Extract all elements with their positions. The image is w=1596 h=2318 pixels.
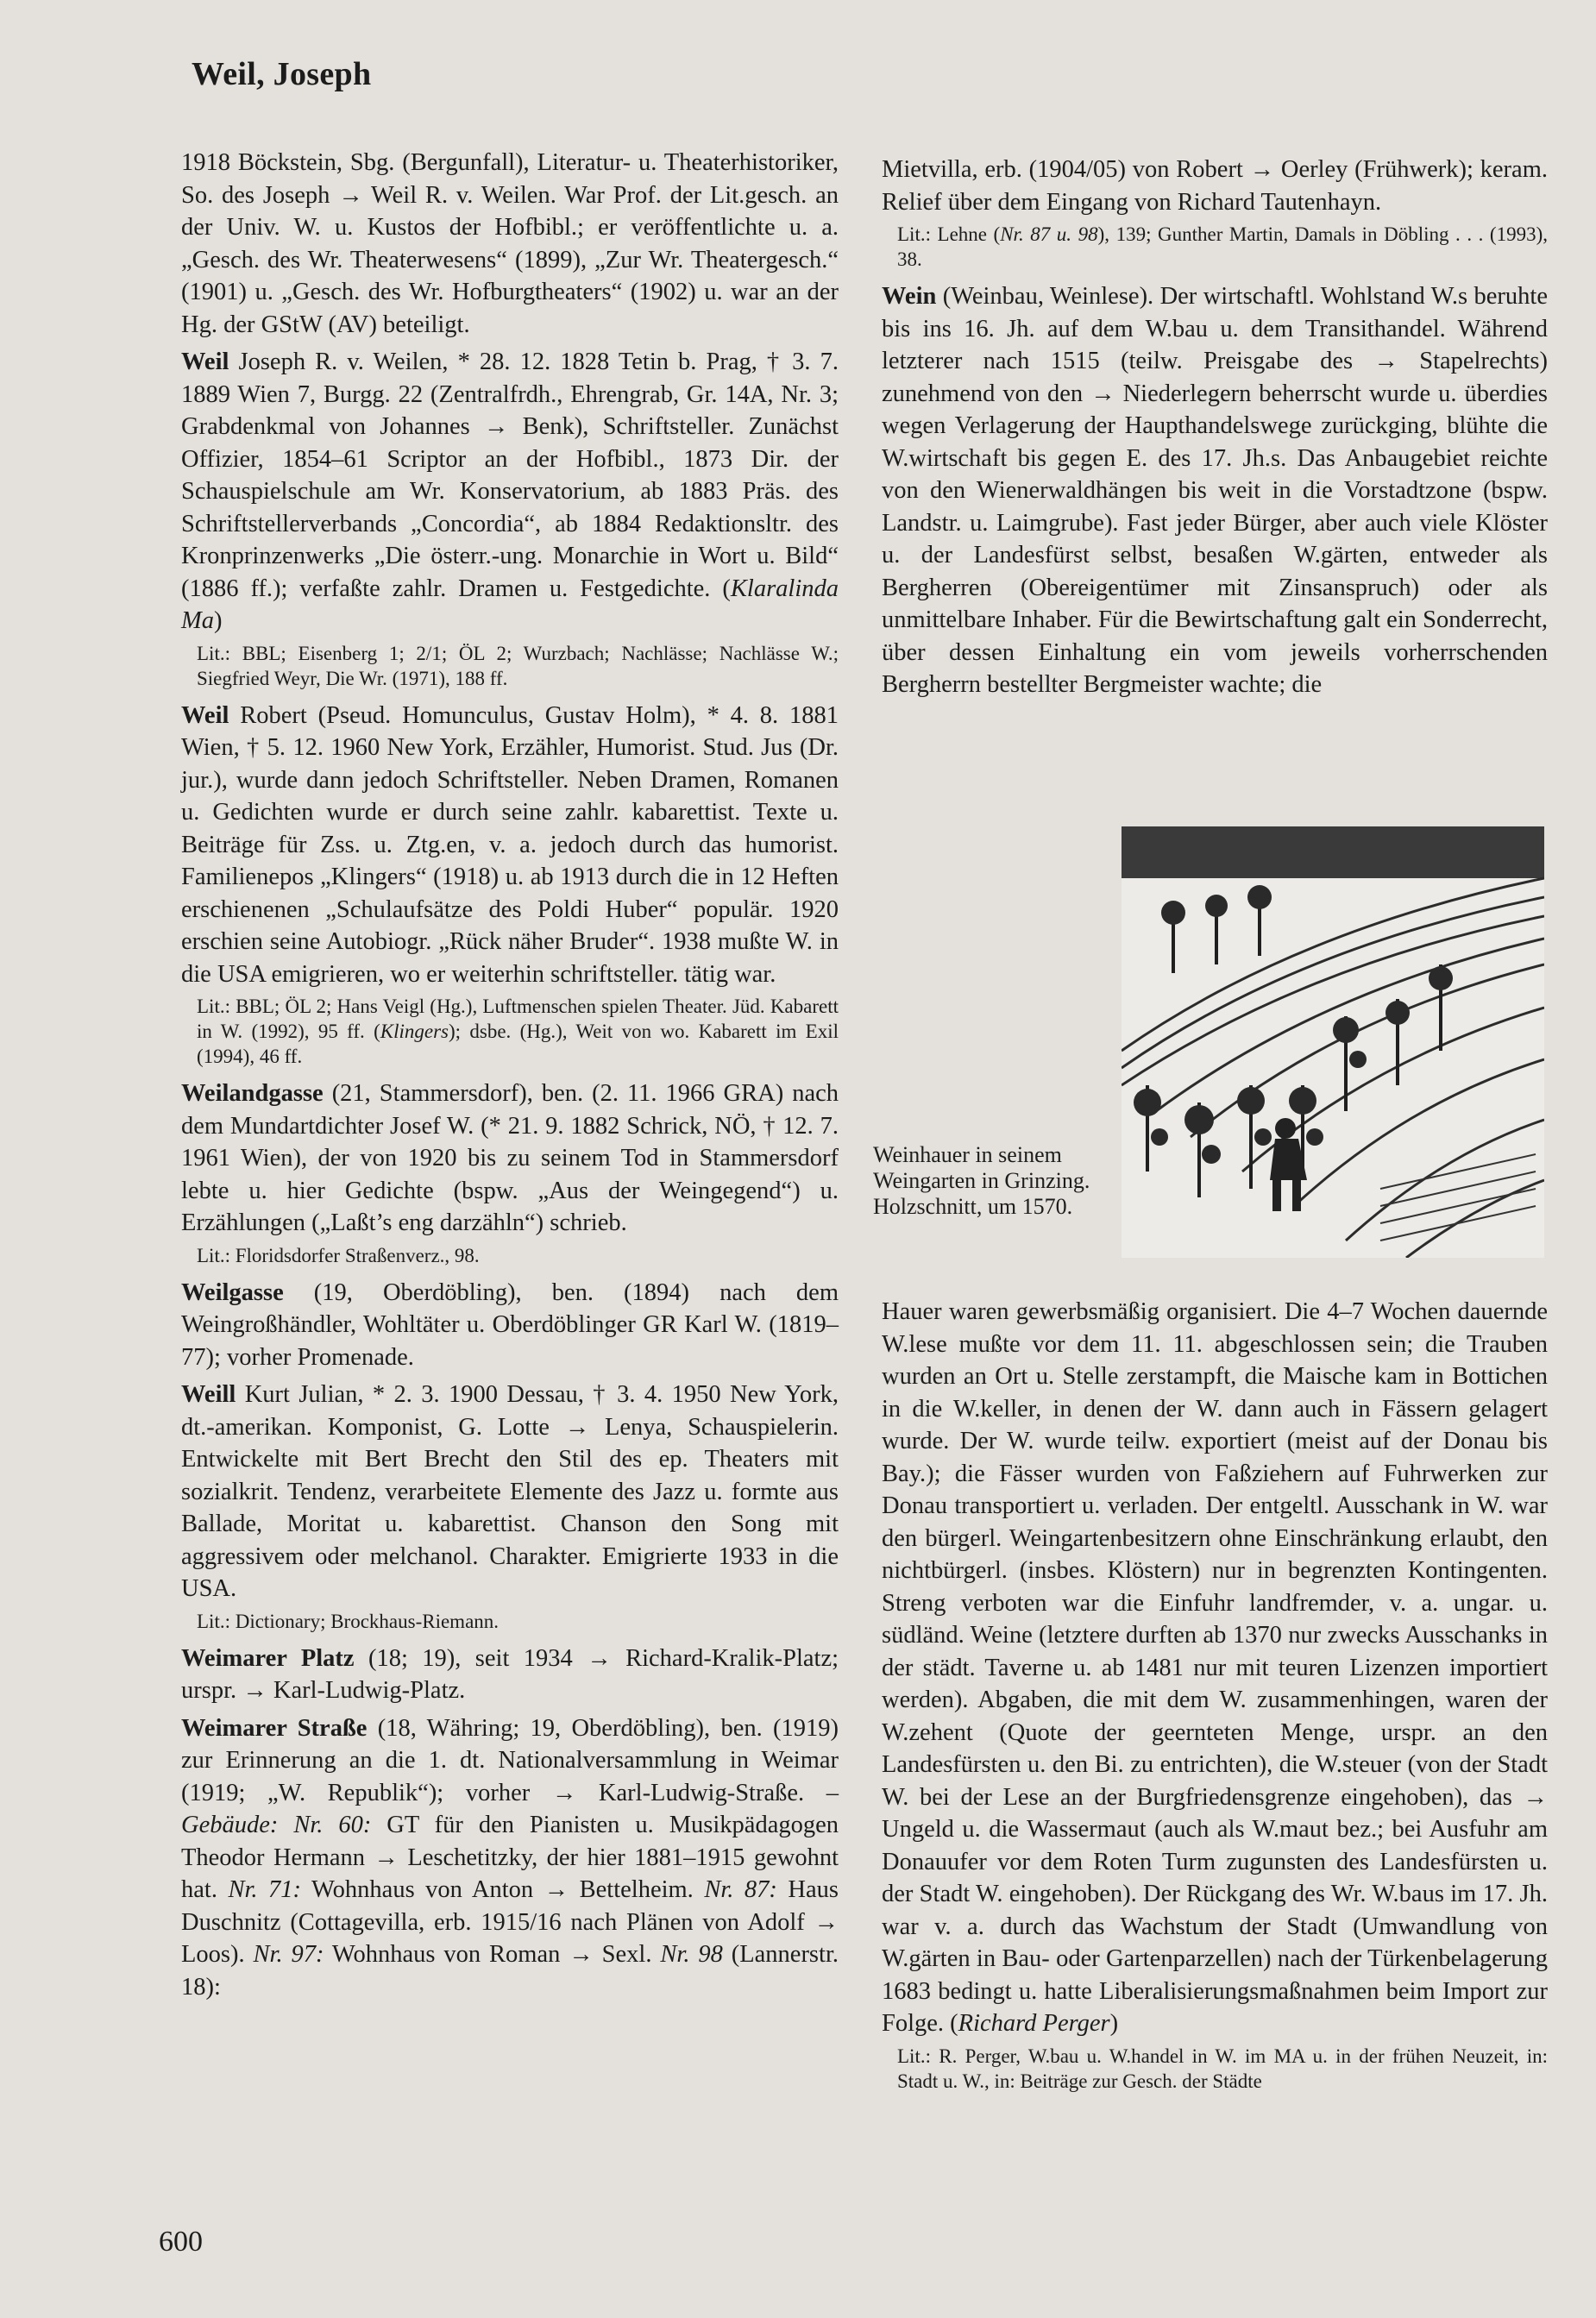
woodcut-illustration	[1122, 826, 1544, 1258]
entry-text: 1918 Böckstein, Sbg. (Bergunfall), Literatur- u. Theaterhistoriker, So. des Joseph → Weil R. v. Weilen. War Prof. der Lit.gesch. an der Univ. W. u. Kustos der Hofbibl.; er veröffentlichte u. a. „Gesch. des Wr. Theaterwesens“ (1899), „Zur Wr. Theatergesch.“ (1901) u. „Gesch. des Wr. Hofburgtheaters“ (1902) u. war an der Hg. der GStW (AV) beteiligt.	[181, 149, 839, 338]
entry-text: Joseph R. v. Weilen, * 28. 12. 1828 Tetin b. Prag, † 3. 7. 1889 Wien 7, Burgg. 22 (Zentralfrdh., Ehrengrab, Gr. 14A, Nr. 3; Grabdenkmal von Johannes → Benk), Schriftsteller. Zunächst Offizier, 1854–61 Scriptor an der Hofbibl., 1873 Dir. der Schauspielschule am Wr. Konservatorium, ab 1883 Präs. des Schriftstellerverbands „Concordia“, ab 1884 Redaktionsltr. des Kronprinzenwerks „Die österr.-ung. Monarchie in Wort u. Bild“ (1886 ff.); verfaßte zahlr. Dramen u. Festgedichte. (	[181, 349, 839, 602]
author-signature: Richard Perger	[958, 2010, 1110, 2037]
entry-text-close: )	[1109, 2010, 1119, 2037]
entry-text: Hauer waren gewerbsmäßig organisiert. Die 4–7 Wochen dauernde W.lese mußte vor dem 11. 11. abgeschlossen sein; die Trauben wurden an Ort u. Stelle zerstampft, die Maische kam in Bottichen in die W.keller, in denen der W. dann auch in Fässern gelagert wurde. Der W. wurde teilw. exportiert (meist auf der Donau bis Bay.); die Fässer wurden von Faßziehern auf Fuhrwerken zur Donau transportiert u. verladen. Der entgeltl. Ausschank in W. war den bürgerl. Weingartenbesitzern ohne Einschränkung erlaubt, den nichtbürgerl. (insbes. Klöstern) nur in begrenzten Kontingenten. Streng verboten war die Einfuhr landfremder, v. a. ungar. u. südländ. Weine (letztere durften ab 1370 nur zwecks Ausschanks in der städt. Taverne u. ab 1481 nur mit teuren Lizenzen importiert werden). Abgaben, die mit dem W. zusammenhingen, waren der W.zehent (Quote der geernteten Menge, urspr. an den Landesfürsten u. den Bi. zu entrichten), die W.steuer (von der Stadt W. bei der Lese an der Burgfriedensgrenze eingehoben), das → Ungeld u. die Wassermaut (auch als W.maut bez.; bei Ausfuhr am Donauufer vor dem Roten Turm zugunsten des Landesfürsten u. der Stadt W. eingehoben). Der Rückgang des Wr. W.baus im 17. Jh. war v. a. durch das Wachstum der Stadt (Umwandlung von W.gärten in Bau- oder Gartenparzellen) nach der Türkenbelagerung 1683 bedingt u. hatte Liberalisierungsmaßnahmen beim Import zur Folge. (	[882, 1298, 1548, 2037]
entry-headword: Weil	[181, 701, 229, 729]
entry-text: Wohnhaus von Anton → Bettelheim.	[301, 1876, 705, 1903]
lit-text: Lit.: Lehne (	[897, 223, 1001, 245]
entry-headword: Weilgasse	[181, 1278, 284, 1306]
literature-note: Lit.: BBL; Eisenberg 1; 2/1; ÖL 2; Wurzbach; Nachlässe; Nachlässe W.; Siegfried Weyr, Die Wr. (1971), 188 ff.	[197, 642, 839, 689]
entry-text: GT für den Pianisten u. Musikpädagogen Theodor Hermann → Leschetitzky, der hier 1881–1915 gewohnt hat.	[181, 1812, 839, 1903]
entry-text: (Weinbau, Weinlese). Der wirtschaftl. Wohlstand W.s beruhte bis ins 16. Jh. auf dem W.bau u. dem Transithandel. Während letzterer nach 1515 (teilw. Preisgabe des → Stapelrechts) zunehmend von den → Niederlegern beherrscht wurde u. überdies wegen Verlagerung der Haupthandelswege zurückging, blühte die W.wirtschaft bis gegen E. des 17. Jh.s. Das Anbaugebiet reichte von den Wienerwaldhängen bis weit in die Vorstadtzone (bspw. Landstr. u. Laimgrube). Fast jeder Bürger, aber auch viele Klöster u. der Landesfürst selbst, besaßen W.gärten, entweder als Bergherren (Obereigentümer mit Zinsanspruch) oder als unmittelbare Inhaber. Für die Bewirtschaftung galt ein Sonderrecht, über dessen Einhaltung ein vom jeweils vorherrschenden Bergherrn bestellter Bergmeister wachte; die	[882, 283, 1548, 698]
right-column-top	[882, 154, 1548, 701]
entry-weimarer-platz	[181, 1643, 839, 1707]
literature-note: Lit.: R. Perger, W.bau u. W.handel in W. im MA u. in der frühen Neuzeit, in: Stadt u. W., in: Beiträge zur Gesch. der Städte	[897, 2045, 1548, 2092]
left-column	[181, 147, 839, 2003]
entry-headword: Weimarer Straße	[181, 1714, 368, 1742]
entry-italic: Nr. 97:	[253, 1941, 324, 1968]
entry-weil-joseph	[181, 346, 839, 638]
entry-headword: Weill	[181, 1381, 236, 1408]
vineyard-woodcut-image	[1122, 826, 1544, 1258]
entry-weilgasse	[181, 1277, 839, 1374]
literature-note	[882, 222, 1548, 272]
lit-italic: Nr. 87 u. 98	[1000, 223, 1098, 245]
page-number: 600	[159, 2226, 203, 2258]
lit-text: Lit.: BBL; ÖL 2; Hans Veigl (Hg.), Luftmenschen spielen Theater. Jüd. Kabarett in W. (1992), 95 ff. (	[197, 996, 839, 1042]
entry-text: (21, Stammersdorf), ben. (2. 11. 1966 GRA) nach dem Mundartdichter Josef W. (* 21. 9. 1882 Schrick, NÖ, † 12. 7. 1961 Wien), der von 1920 bis zu seinem Tod in Stammersdorf lebte u. hier Gedichte (bspw. „Aus der Weingegend“) u. Erzählungen („Laßt’s eng darzähln“) schrieb.	[181, 1080, 839, 1236]
entry-wein-continued	[882, 1296, 1548, 2040]
entry-weilandgasse	[181, 1077, 839, 1240]
entry-continuation	[181, 147, 839, 341]
lit-text: ); dsbe. (Hg.), Weit von wo. Kabarett im Exil (1994), 46 ff.	[197, 1021, 839, 1067]
entry-headword: Wein	[882, 283, 937, 310]
entry-text: (18; 19), seit 1934 → Richard-Kralik-Platz; urspr. → Karl-Ludwig-Platz.	[181, 1644, 839, 1704]
entry-italic: Nr. 71:	[228, 1876, 302, 1903]
entry-weill-kurt	[181, 1379, 839, 1605]
entry-weimarer-strasse	[181, 1712, 839, 2004]
entry-text: (Lannerstr. 18):	[181, 1941, 839, 2001]
entry-headword: Weil	[181, 349, 229, 375]
entry-continuation	[882, 154, 1548, 218]
lit-italic: Klingers	[380, 1021, 449, 1042]
entry-italic: Gebäude: Nr. 60:	[181, 1812, 372, 1838]
author-signature: Klaralinda Ma	[181, 575, 839, 634]
figure-caption: Weinhauer in seinem Weingarten in Grinzing. Holzschnitt, um 1570.	[873, 1142, 1090, 1219]
entry-text: (18, Währing; 19, Oberdöbling), ben. (1919) zur Erinnerung an die 1. dt. Nationalversammlung in Weimar (1919; „W. Republik“); vorher → Karl-Ludwig-Straße. –	[181, 1714, 839, 1806]
page-header-title: Weil, Joseph	[192, 56, 372, 92]
entry-italic: Nr. 87:	[704, 1876, 777, 1903]
entry-headword: Weilandgasse	[181, 1080, 324, 1107]
entry-text: Kurt Julian, * 2. 3. 1900 Dessau, † 3. 4. 1950 New York, dt.-amerikan. Komponist, G. Lotte → Lenya, Schauspielerin. Entwickelte mit Bert Brecht den Stil des ep. Theaters mit sozialkrit. Tendenz, verarbeitete Elemente des Jazz u. formte aus Ballade, Moritat u. kabarettist. Chanson den Song mit aggressivem oder melchanol. Charakter. Emigrierte 1933 in die USA.	[181, 1381, 839, 1602]
entry-text-close: )	[214, 607, 223, 634]
literature-note: Lit.: Dictionary; Brockhaus-Riemann.	[197, 1610, 500, 1632]
lit-text: ), 139; Gunther Martin, Damals in Döbling . . . (1993), 38.	[897, 223, 1548, 270]
entry-weil-robert	[181, 700, 839, 991]
entry-wein	[882, 280, 1548, 701]
entry-text: Wohnhaus von Roman → Sexl.	[324, 1941, 661, 1968]
literature-note: Lit.: Floridsdorfer Straßenverz., 98.	[197, 1244, 480, 1266]
entry-text: (19, Oberdöbling), ben. (1894) nach dem Weingroßhändler, Wohltäter u. Oberdöblinger GR Karl W. (1819–77); vorher Promenade.	[181, 1278, 839, 1371]
literature-note	[181, 994, 839, 1069]
right-column-bottom	[882, 1296, 1548, 2102]
entry-text: Mietvilla, erb. (1904/05) von Robert → Oerley (Frühwerk); keram. Relief über dem Eingang von Richard Tautenhayn.	[882, 156, 1548, 216]
entry-headword: Weimarer Platz	[181, 1644, 355, 1672]
entry-text: Robert (Pseud. Homunculus, Gustav Holm), * 4. 8. 1881 Wien, † 5. 12. 1960 New York, Erzähler, Humorist. Stud. Jus (Dr. jur.), wurde dann jedoch Schriftsteller. Neben Dramen, Romanen u. Gedichten wurde er durch seine zahlr. kabarettist. Texte u. Beiträge für Zss. u. Ztg.en, v. a. jedoch durch das humorist. Familienepos „Klingers“ (1918) u. ab 1913 durch die in 12 Heften erschienenen „Schulaufsätze des Poldi Huber“ populär. 1920 erschien seine Autobiogr. „Rück näher Bruder“. 1938 mußte W. in die USA emigrieren, wo er weiterhin schriftsteller. tätig war.	[181, 701, 839, 988]
entry-text: Haus Duschnitz (Cottagevilla, erb. 1915/16 nach Plänen von Adolf → Loos).	[181, 1876, 839, 1968]
entry-italic: Nr. 98	[660, 1941, 723, 1968]
